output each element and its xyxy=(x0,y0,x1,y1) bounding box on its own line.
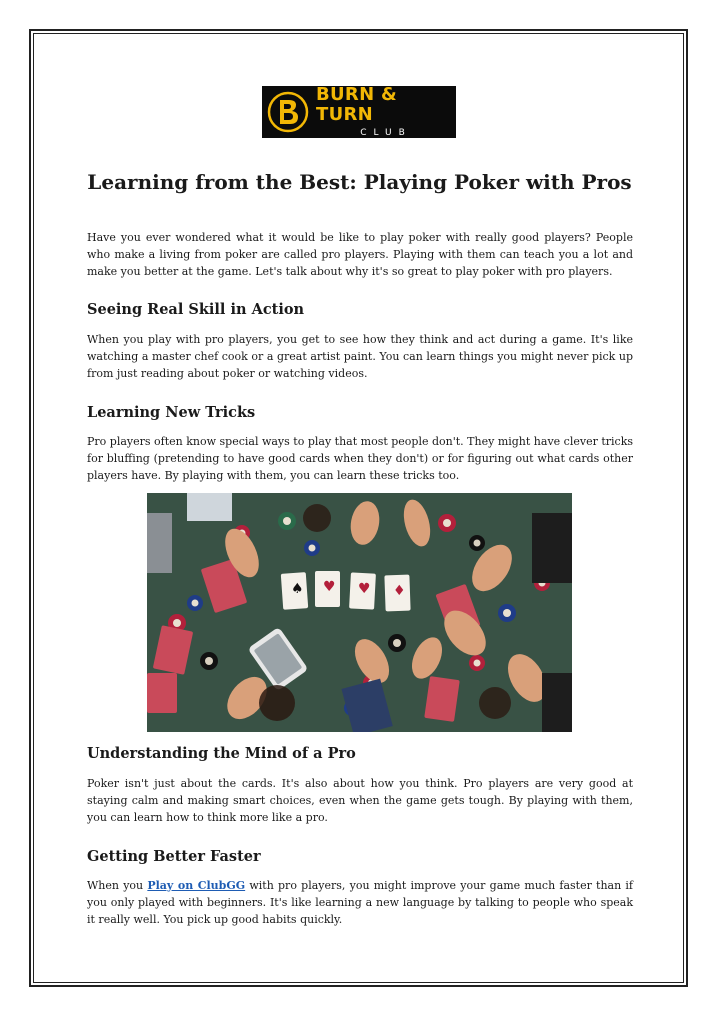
svg-text:♥: ♥ xyxy=(358,581,371,597)
section-body-tricks: Pro players often know special ways to play that most people don't. They might have clever tricks for bluffing (pretending to have good cards when they don't) or for figuring out what cards other players have. By playing with them, you can learn these tricks too. xyxy=(87,435,634,482)
poker-table-photo xyxy=(147,493,572,732)
svg-text:♦: ♦ xyxy=(393,583,406,599)
section-body-skill: When you play with pro players, you get to see how they think and act during a game. It's like watching a master chef cook or a great artist paint. You can learn things you might never pick up from just reading about poker or watching videos. xyxy=(87,333,633,380)
intro-paragraph: Have you ever wondered what it would be like to play poker with really good players? People who make a living from poker are called pro players. Playing with them can teach you a lot and make you better at the game. Let's talk about why it's so great to play poker with pro players. xyxy=(87,231,633,278)
section-heading-tricks: Learning New Tricks xyxy=(87,404,256,421)
section-body-faster xyxy=(87,877,633,928)
section-heading-faster: Getting Better Faster xyxy=(87,848,261,865)
logo-subtitle: CLUB xyxy=(360,128,412,138)
section-heading-skill: Seeing Real Skill in Action xyxy=(87,301,305,318)
page-title: Learning from the Best: Playing Poker with Pros xyxy=(87,170,632,194)
section-body-faster-start: When you xyxy=(87,879,148,892)
svg-text:♥: ♥ xyxy=(323,579,336,595)
burn-and-turn-logo xyxy=(262,86,456,138)
section-body-faster-end: with pro players, you might improve your game much faster than if you only played with beginners. It's like learning a new language by talking to people who speak it really well. You pick up good habits quickly. xyxy=(87,879,633,926)
section-heading-mind: Understanding the Mind of a Pro xyxy=(87,745,356,762)
play-on-clubgg-link[interactable]: Play on ClubGG xyxy=(147,879,246,892)
svg-text:♠: ♠ xyxy=(291,581,304,597)
logo-title: BURN & TURN xyxy=(316,84,398,125)
logo-emblem-icon xyxy=(266,90,310,134)
section-body-mind: Poker isn't just about the cards. It's also about how you think. Pro players are very good at staying calm and making smart choices, even when the game gets tough. By playing with them, you can learn how to think more like a pro. xyxy=(87,777,633,824)
